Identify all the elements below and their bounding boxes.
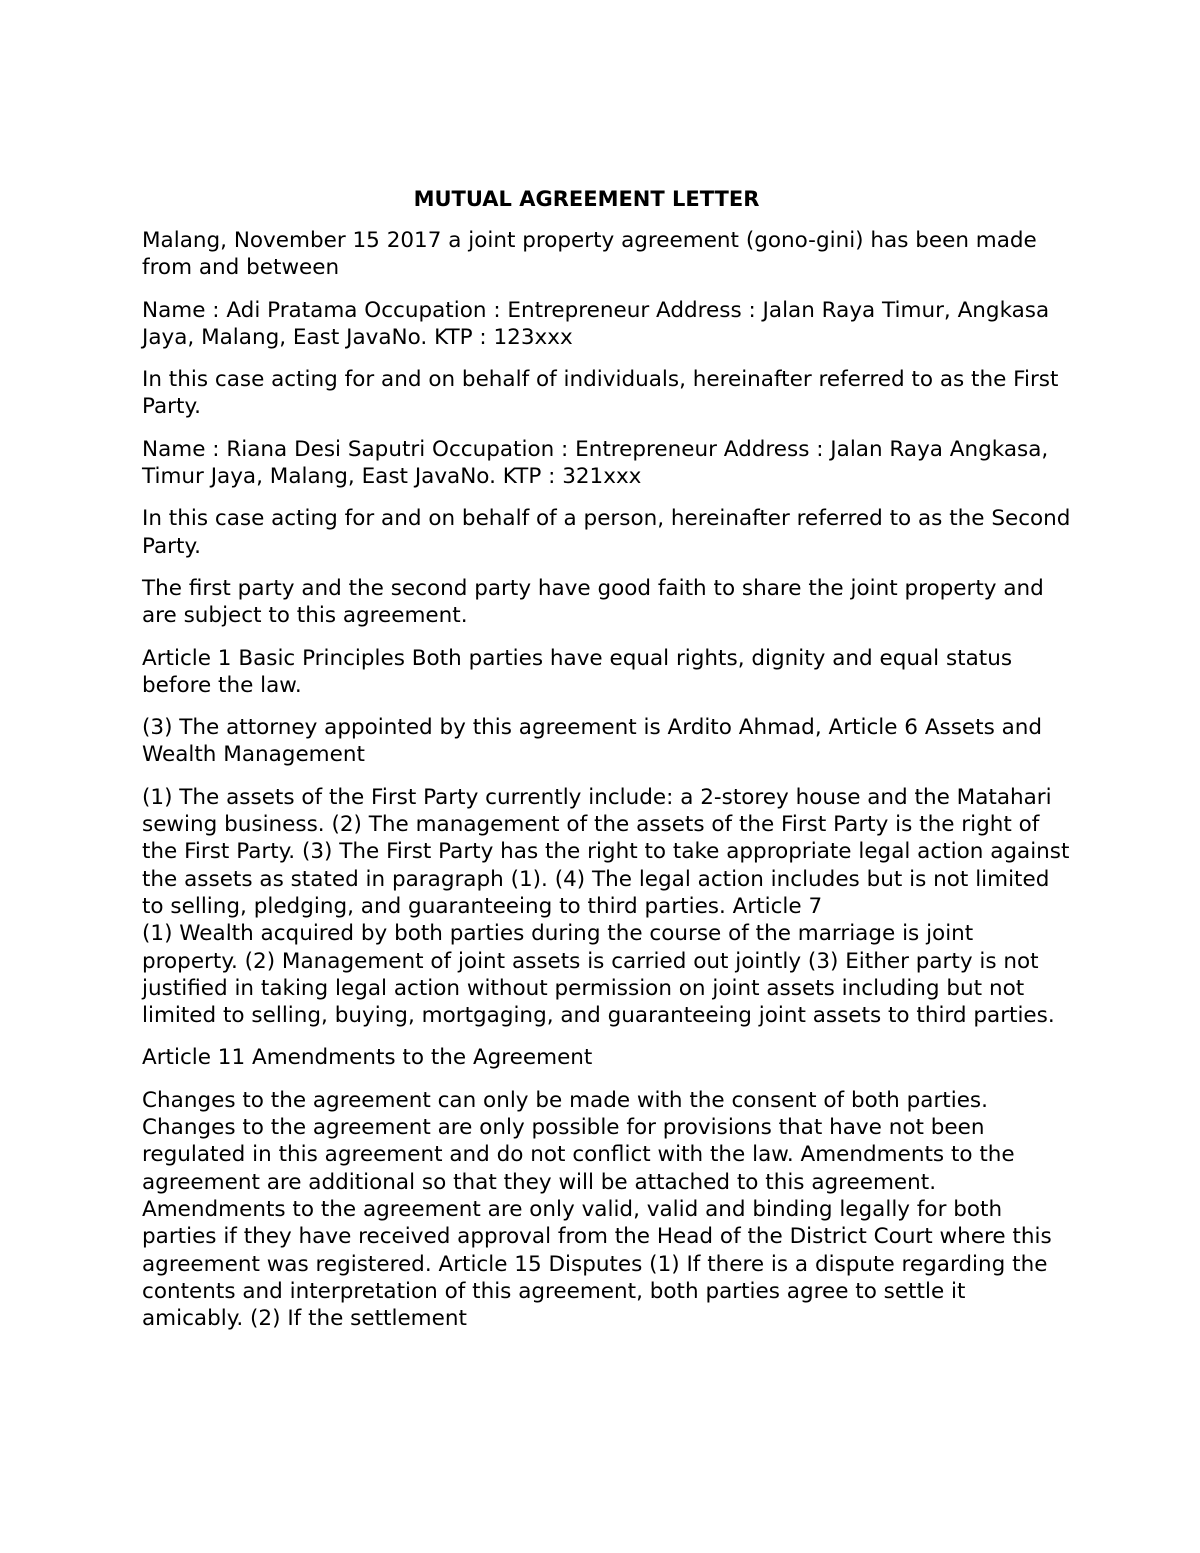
article-1-paragraph: Article 1 Basic Principles Both parties have equal rights, dignity and equal status before the law. (142, 645, 1013, 698)
attorney-paragraph: (3) The attorney appointed by this agreement is Ardito Ahmad, Article 6 Assets and Wealth Management (142, 715, 1043, 768)
document-title: MUTUAL AGREEMENT LETTER (413, 187, 760, 211)
article-11-heading: Article 11 Amendments to the Agreement (142, 1045, 593, 1071)
amendments-paragraph: Changes to the agreement can only be made with the consent of both parties. Changes to the agreement are only possible for provisions that have not been regulated in this agreement and do not conflict with the law. Amendments to the agreement are additional so that they will be attached to this agreement. Amendments to the agreement are only valid, valid and binding legally for both parties if they have received approval from the Head of the District Court where this agreement was registered. Article 15 Disputes (1) If there is a dispute regarding the contents and interpretation of this agreement, both parties agree to settle it amicably. (2) If the settlement (142, 1087, 1052, 1332)
second-party-capacity: In this case acting for and on behalf of a person, hereinafter referred to as the Second Party. (142, 506, 1071, 559)
intro-paragraph: Malang, November 15 2017 a joint property agreement (gono-gini) has been made from and between (142, 228, 1037, 281)
joint-assets-paragraph: (1) Wealth acquired by both parties during the course of the marriage is joint property. (2) Management of joint assets is carried out jointly (3) Either party is not justified in taking legal action without permission on joint assets including but not limited to selling, buying, mortgaging, and guaranteeing joint assets to third parties. (142, 921, 1055, 1029)
document-body (142, 227, 1072, 1347)
good-faith-paragraph: The first party and the second party have good faith to share the joint property and are subject to this agreement. (142, 575, 1044, 629)
second-party-details: Name : Riana Desi Saputri Occupation : Entrepreneur Address : Jalan Raya Angkasa, Timur Jaya, Malang, East JavaNo. KTP : 321xxx (142, 436, 1049, 490)
first-party-capacity: In this case acting for and on behalf of individuals, hereinafter referred to as the First Party. (142, 367, 1059, 420)
first-party-details: Name : Adi Pratama Occupation : Entrepreneur Address : Jalan Raya Timur, Angkasa Jaya, Malang, East JavaNo. KTP : 123xxx (142, 297, 1050, 350)
first-party-assets-paragraph: (1) The assets of the First Party currently include: a 2-storey house and the Matahari sewing business. (2) The management of the assets of the First Party is the right of the First Party. (3) The First Party has the right to take appropriate legal action against the assets as stated in paragraph (1). (4) The legal action includes but is not limited to selling, pledging, and guaranteeing to third parties. Article 7 (142, 784, 1070, 919)
